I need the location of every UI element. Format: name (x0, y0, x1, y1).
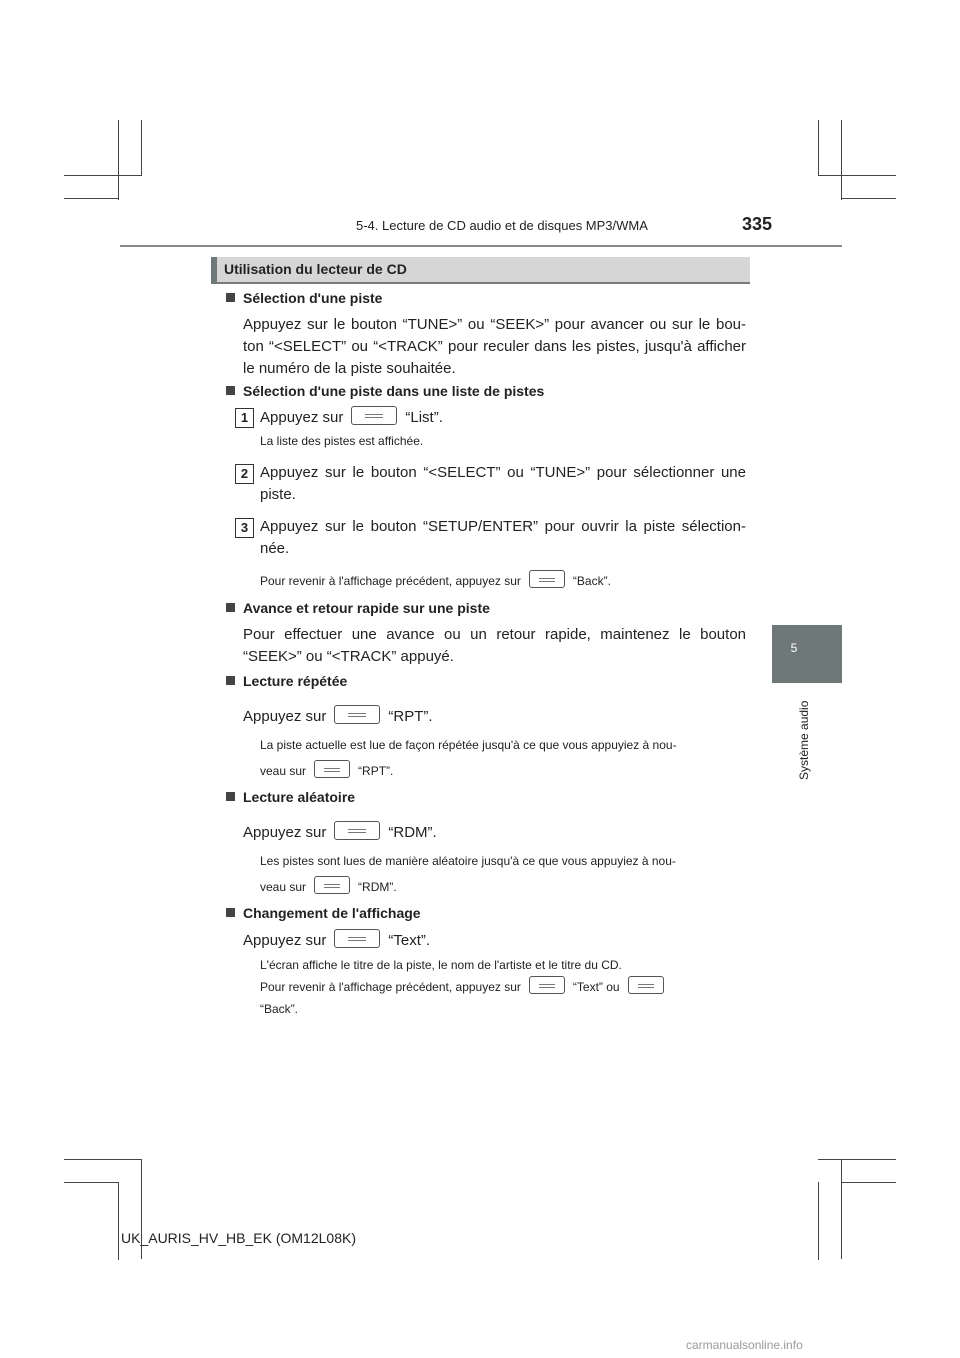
chapter-label: Système audio (797, 700, 811, 780)
random-note-line-2: veau sur “RDM”. (260, 874, 746, 900)
bullet-square-icon (226, 792, 235, 801)
watermark: carmanualsonline.info (686, 1338, 803, 1352)
step-3-note: Pour revenir à l'affichage précédent, appuyez sur “Back”. (260, 568, 746, 594)
display-change-note-1: L'écran affiche le titre de la piste, le nom de l'artiste et le titre du CD. (260, 958, 622, 972)
display-change-note-2: Pour revenir à l'affichage précédent, appuyez sur “Text” ou “Back”. (260, 976, 746, 1020)
header-divider (120, 245, 842, 247)
section-bar-accent (211, 257, 217, 284)
select-track-text: Appuyez sur le bouton “TUNE>” ou “SEEK>” pour avancer ou sur le bou-ton “<SELECT” ou “<TRACK” pour reculer dans les pistes, jusqu'à afficher le numéro de la piste souhaitée. (243, 316, 746, 377)
repeat-instruction: Appuyez sur “RPT”. (243, 705, 746, 728)
section-title: Utilisation du lecteur de CD (224, 261, 407, 277)
step-3-text: Appuyez sur le bouton “SETUP/ENTER” pour ouvrir la piste sélection-née. (260, 518, 746, 557)
fast-forward-text: Pour effectuer une avance ou un retour rapide, maintenez le bouton “SEEK>” ou “<TRACK” appuyé. (243, 626, 746, 665)
header-section-title: 5-4. Lecture de CD audio et de disques MP3/WMA (356, 218, 648, 233)
step-1-text: Appuyez sur “List”. (260, 406, 746, 429)
page-number: 335 (742, 214, 773, 234)
heading-repeat: Lecture répétée (226, 673, 347, 689)
screen-button-icon (351, 406, 397, 425)
chapter-number: 5 (790, 641, 798, 655)
repeat-note-line-2: veau sur “RPT”. (260, 758, 746, 784)
bullet-square-icon (226, 908, 235, 917)
step-1-note: La liste des pistes est affichée. (260, 434, 424, 448)
display-change-instruction: Appuyez sur “Text”. (243, 929, 746, 952)
step-number-3: 3 (235, 518, 254, 538)
heading-select-from-list: Sélection d'une piste dans une liste de pistes (226, 383, 544, 399)
manual-code: UK_AURIS_HV_HB_EK (OM12L08K) (121, 1230, 356, 1246)
screen-button-icon (628, 976, 664, 994)
screen-button-icon (334, 821, 380, 840)
screen-button-icon (334, 705, 380, 724)
heading-display-change: Changement de l'affichage (226, 905, 421, 921)
screen-button-icon (334, 929, 380, 948)
step-2-text: Appuyez sur le bouton “<SELECT” ou “TUNE>” pour sélectionner une piste. (260, 464, 746, 503)
repeat-note-line-1: La piste actuelle est lue de façon répétée jusqu'à ce que vous appuyiez à nou- (260, 738, 677, 752)
bullet-square-icon (226, 603, 235, 612)
heading-random: Lecture aléatoire (226, 789, 355, 805)
random-note-line-1: Les pistes sont lues de manière aléatoire jusqu'à ce que vous appuyiez à nou- (260, 854, 676, 868)
step-number-2: 2 (235, 464, 254, 484)
heading-fast-forward: Avance et retour rapide sur une piste (226, 600, 490, 616)
heading-select-track: Sélection d'une piste (226, 290, 382, 306)
screen-button-icon (529, 976, 565, 994)
step-number-1: 1 (235, 408, 254, 428)
random-instruction: Appuyez sur “RDM”. (243, 821, 746, 844)
screen-button-icon (529, 570, 565, 588)
bullet-square-icon (226, 293, 235, 302)
bullet-square-icon (226, 386, 235, 395)
bullet-square-icon (226, 676, 235, 685)
screen-button-icon (314, 876, 350, 894)
screen-button-icon (314, 760, 350, 778)
